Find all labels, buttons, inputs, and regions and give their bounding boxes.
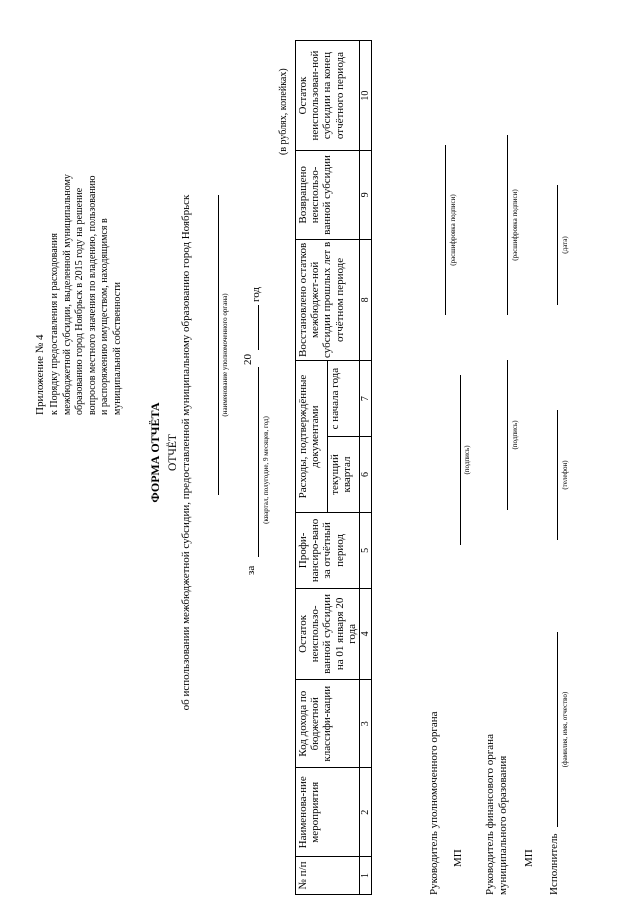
table-header-row xyxy=(296,41,328,895)
col-header-year-to-date: с начала года xyxy=(328,361,360,437)
col-header-restored: Восстановлено остатков межбюджет-ной субсидии прошлых лет в отчётном периоде xyxy=(296,239,360,360)
stamp-label: МП xyxy=(523,849,535,867)
column-number: 6 xyxy=(360,437,372,513)
column-number: 9 xyxy=(360,151,372,240)
phone-line xyxy=(557,410,558,540)
col-header-closing-balance: Остаток неиспользован-ной субсидии на конец отчётного периода xyxy=(296,41,360,151)
appendix-line: образованию город Ноябрьск в 2015 году на решение xyxy=(74,187,85,415)
period-caption: (квартал, полугодие, 9 месяцев, год) xyxy=(262,416,270,524)
fio-caption: (фамилия, имя, отчество) xyxy=(561,691,569,768)
decode-caption: (расшифровка подписи) xyxy=(449,194,457,266)
col-header-opening-balance: Остаток неиспользо-ванной субсидии на 01 января 20 года xyxy=(296,588,360,679)
column-number: 2 xyxy=(360,768,372,857)
decode-line xyxy=(445,145,446,315)
year-line xyxy=(258,305,259,350)
authority-label: (наименование уполномоченного органа) xyxy=(221,293,229,417)
head-finance-label: Руководитель финансового органа xyxy=(484,734,496,895)
head-authority-label: Руководитель уполномоченного органа xyxy=(428,711,440,895)
column-number: 5 xyxy=(360,512,372,588)
appendix-header xyxy=(34,25,124,415)
head-finance-label-2: муниципального образования xyxy=(497,755,509,895)
decode-caption: (расшифровка подписи) xyxy=(511,189,519,261)
period-line xyxy=(258,367,259,557)
phone-caption: (телефон) xyxy=(561,460,569,490)
col-header-activity: Наименова-ние мероприятия xyxy=(296,768,360,857)
appendix-title: Приложение № 4 xyxy=(34,334,46,415)
col-header-expenses: Расходы, подтверждённые документами xyxy=(296,361,328,513)
report-subtitle: об использовании межбюджетной субсидии, предоставленной муниципальному образованию город Ноябрьск xyxy=(180,194,192,711)
report-title: ОТЧЁТ xyxy=(167,434,179,471)
appendix-line: к Порядку предоставления и расходования xyxy=(49,232,60,415)
executor-label: Исполнитель xyxy=(548,833,560,895)
decode-line xyxy=(507,135,508,315)
stamp-label: МП xyxy=(452,849,464,867)
appendix-line: и распоряжению имуществом, находящимся в xyxy=(99,218,110,415)
column-number: 7 xyxy=(360,361,372,437)
signature-caption: (подпись) xyxy=(511,420,519,450)
appendix-line: вопросов местного значения по владению, пользованию xyxy=(86,175,98,415)
period-year-suffix: год xyxy=(250,286,262,302)
signature-caption: (подпись) xyxy=(463,445,471,475)
authority-line xyxy=(218,195,219,495)
appendix-line: межбюджетной субсидии, выделенной муниципальному xyxy=(61,174,73,415)
form-title: ФОРМА ОТЧЁТА xyxy=(148,402,162,503)
signature-line xyxy=(507,360,508,510)
signature-line xyxy=(460,375,461,545)
column-number: 10 xyxy=(360,41,372,151)
col-header-returned: Возвращено неиспользо-ванной субсидии xyxy=(296,151,360,240)
column-number: 8 xyxy=(360,239,372,360)
col-header-income-code: Код дохода по бюджетной классифи-кации xyxy=(296,679,360,768)
table-number-row xyxy=(360,41,372,895)
date-line xyxy=(557,185,558,305)
currency-note: (в рублях, копейках) xyxy=(278,68,289,155)
date-caption: (дата) xyxy=(561,236,569,254)
column-number: 3 xyxy=(360,679,372,768)
column-number: 1 xyxy=(360,857,372,895)
period-prefix: за xyxy=(245,565,257,575)
col-header-financed: Профи-нансиро-вано за отчётный период xyxy=(296,512,360,588)
col-header-current-quarter: текущий квартал xyxy=(328,437,360,513)
column-number: 4 xyxy=(360,588,372,679)
period-year-prefix: 20 xyxy=(242,354,254,365)
col-header-number: № п/п xyxy=(296,857,360,895)
appendix-line: муниципальной собственности xyxy=(111,282,123,415)
fio-line xyxy=(557,632,558,827)
report-table xyxy=(295,40,372,895)
